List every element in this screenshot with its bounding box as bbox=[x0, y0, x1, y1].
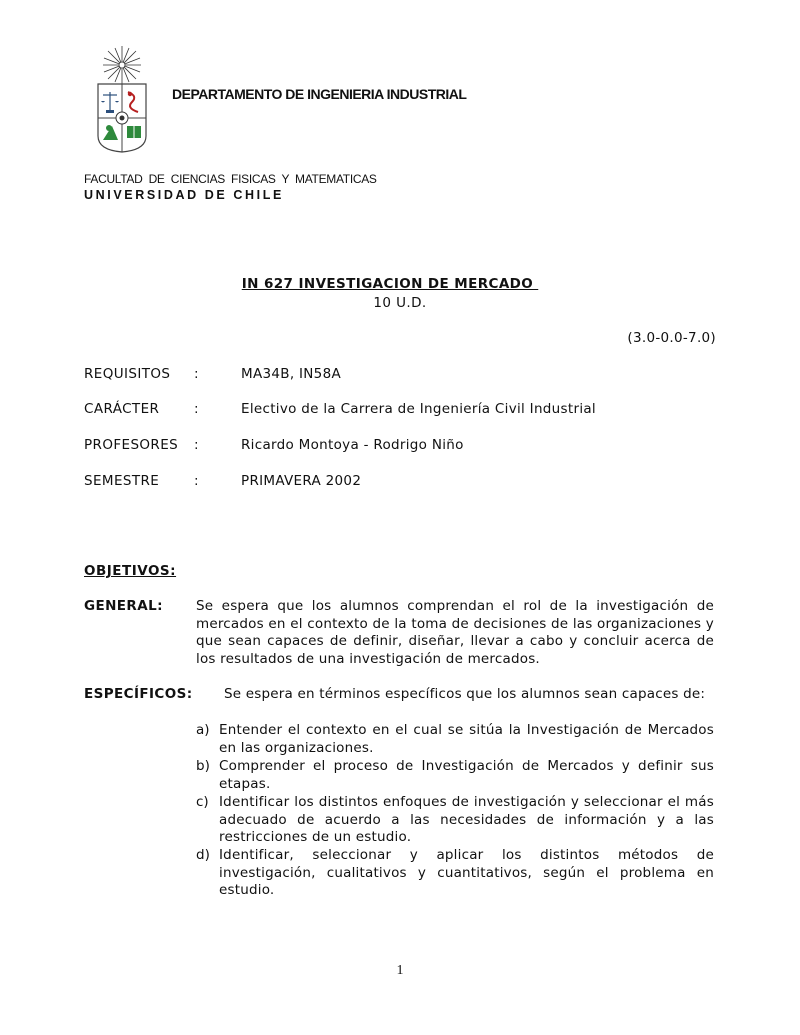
caracter-colon: : bbox=[194, 401, 199, 417]
requisitos-value: MA34B, IN58A bbox=[241, 366, 341, 382]
course-units: 10 U.D. bbox=[373, 295, 427, 311]
semestre-colon: : bbox=[194, 473, 199, 489]
list-marker: d) bbox=[196, 847, 210, 863]
specific-label: ESPECÍFICOS: bbox=[84, 686, 193, 702]
list-item-text: Entender el contexto en el cual se sitúa la Investigación de Mercados en las organizaciones. bbox=[219, 722, 714, 756]
caracter-value: Electivo de la Carrera de Ingeniería Civil Industrial bbox=[241, 401, 596, 417]
list-marker: a) bbox=[196, 722, 210, 738]
caracter-label: CARÁCTER bbox=[84, 401, 160, 417]
general-text: Se espera que los alumnos comprendan el rol de la investigación de mercados en el contexto de la toma de decisiones de las organizaciones y que sean capaces de definir, diseñar, llevar a cabo y concluir acerca de los resultados de una investigación de mercados. bbox=[196, 598, 714, 667]
list-item bbox=[196, 794, 714, 847]
department-name: DEPARTAMENTO DE INGENIERIA INDUSTRIAL bbox=[172, 86, 467, 102]
specific-intro: Se espera en términos específicos que los alumnos sean capaces de: bbox=[224, 686, 706, 702]
faculty-name: FACULTAD DE CIENCIAS FISICAS Y MATEMATICAS bbox=[84, 172, 377, 186]
requisitos-label: REQUISITOS bbox=[84, 366, 171, 382]
page-number: 1 bbox=[396, 963, 404, 978]
list-item bbox=[196, 722, 714, 757]
profesores-label: PROFESORES bbox=[84, 437, 179, 453]
general-label: GENERAL: bbox=[84, 598, 163, 614]
list-marker: b) bbox=[196, 758, 210, 774]
list-item bbox=[196, 758, 714, 793]
list-item bbox=[196, 847, 714, 900]
profesores-value: Ricardo Montoya - Rodrigo Niño bbox=[241, 437, 464, 453]
semestre-value: PRIMAVERA 2002 bbox=[241, 473, 362, 489]
course-hours: (3.0-0.0-7.0) bbox=[627, 330, 716, 346]
list-item-text: Identificar los distintos enfoques de investigación y seleccionar el más adecuado de acuerdo a las necesidades de información y a las restricciones de un estudio. bbox=[219, 794, 714, 846]
university-name: UNIVERSIDAD DE CHILE bbox=[84, 188, 284, 202]
profesores-colon: : bbox=[194, 437, 199, 453]
semestre-label: SEMESTRE bbox=[84, 473, 160, 489]
university-crest-icon bbox=[94, 44, 150, 154]
list-marker: c) bbox=[196, 794, 209, 810]
list-item-text: Comprender el proceso de Investigación de Mercados y definir sus etapas. bbox=[219, 758, 714, 792]
requisitos-colon: : bbox=[194, 366, 199, 382]
objectives-heading: OBJETIVOS: bbox=[84, 563, 177, 579]
course-title: IN 627 INVESTIGACION DE MERCADO bbox=[241, 276, 539, 292]
list-item-text: Identificar, seleccionar y aplicar los distintos métodos de investigación, cualitativos y cuantitativos, según el problema en estudio. bbox=[219, 847, 714, 899]
